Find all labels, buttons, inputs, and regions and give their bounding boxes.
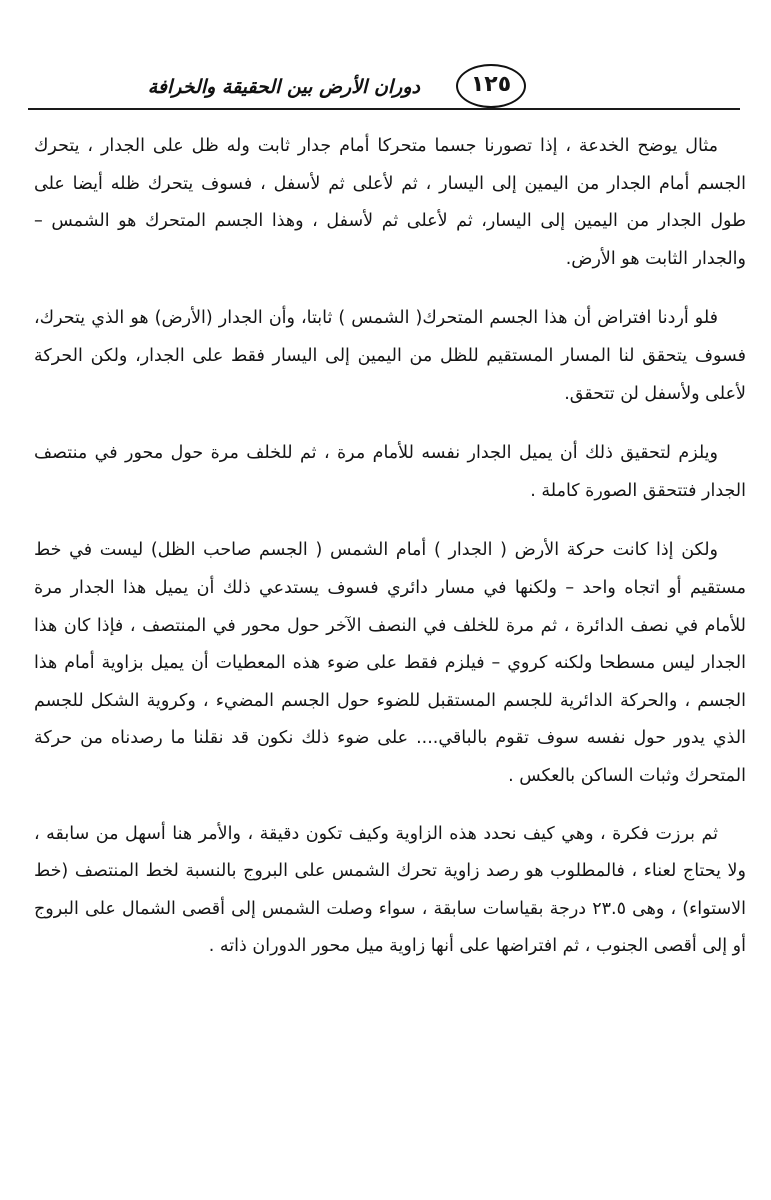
page-number: ١٢٥: [456, 64, 526, 108]
paragraph-5: ثم برزت فكرة ، وهي كيف نحدد هذه الزاوية وكيف تكون دقيقة ، والأمر هنا أسهل من سابقه ، ولا يحتاج لعناء ، فالمطلوب هو رصد زاوية تحرك الشمس على البروج بالنسبة لخط المنتصف (خط الاستواء) ، وهى ٢٣.٥ درجة بقياسات سابقة ، سواء وصلت الشمس إلى أقصى الشمال على البروج أو إلى أقصى الجنوب ، ثم افتراضها على أنها زاوية ميل محور الدوران ذاته .: [34, 823, 746, 957]
running-title: دوران الأرض بين الحقيقة والخرافة: [147, 76, 420, 98]
header-rule: [28, 108, 740, 110]
paragraph-4: ولكن إذا كانت حركة الأرض ( الجدار ) أمام الشمس ( الجسم صاحب الظل) ليست في خط مستقيم أو اتجاه واحد – ولكنها في مسار دائري فسوف يستدعي ذلك أن يميل هذا الجدار مرة للأمام في نصف الدائرة ، ثم مرة للخلف في النصف الآخر حول محور في المنتصف ، فإذا كان هذا الجدار ليس مسطحا ولكنه كروي – فيلزم فقط على ضوء هذه المعطيات أن يميل بزاوية أمام هذا الجسم ، والحركة الدائرية للجسم المستقبل للضوء حول الجسم المضيء ، وكروية الشكل للجسم الذي يدور حول نفسه سوف تقوم بالباقي.... على ضوء ذلك نكون قد نقلنا ما رصدناه من حركة المتحرك وثبات الساكن بالعكس .: [34, 540, 746, 786]
paragraph-1: مثال يوضح الخدعة ، إذا تصورنا جسما متحركا أمام جدار ثابت وله ظل على الجدار ، يتحرك الجسم أمام الجدار من اليمين إلى اليسار ، ثم لأعلى ثم لأسفل ، فسوف يتحرك ظله أيضا على طول الجدار من اليمين إلى اليسار، ثم لأعلى ثم لأسفل ، وهذا الجسم المتحرك هو الشمس – والجدار الثابت هو الأرض.: [34, 136, 746, 269]
page-header: [28, 64, 740, 120]
paragraph-2: فلو أردنا افتراض أن هذا الجسم المتحرك( الشمس ) ثابتا، وأن الجدار (الأرض) هو الذي يتحرك، فسوف يتحقق لنا المسار المستقيم للظل من اليمين إلى اليسار فقط على الجدار، ولكن الحركة لأعلى ولأسفل لن تتحقق.: [34, 308, 746, 404]
page-body: [34, 128, 746, 984]
paragraph-3: ويلزم لتحقيق ذلك أن يميل الجدار نفسه للأمام مرة ، ثم للخلف مرة حول محور في منتصف الجدار فتتحقق الصورة كاملة .: [34, 443, 746, 501]
